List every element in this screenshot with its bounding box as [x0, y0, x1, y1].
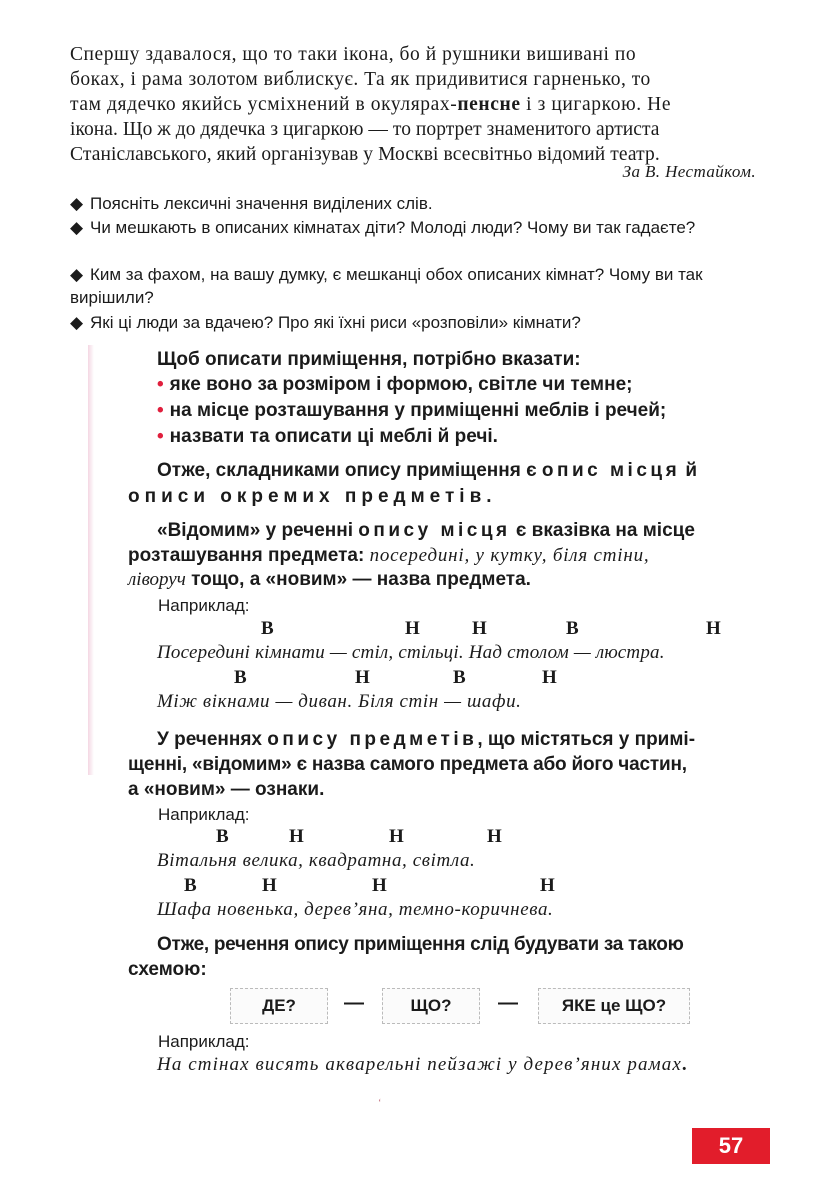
mark-n: Н: [389, 826, 404, 847]
place-rule-l3a: ліворуч: [128, 569, 186, 590]
scheme-box-what: [382, 988, 480, 1024]
page-number: 57: [718, 1133, 744, 1158]
object-rule-line-2: щенні, «відомим» є назва самого предмета або його частин,: [128, 754, 687, 775]
object-rule-line-1: [157, 729, 695, 751]
example2-sentence-2: Шафа новенька, дерев’яна, темно-коричнева.: [157, 899, 554, 920]
mark-n: Н: [706, 618, 721, 639]
question-2: [70, 216, 760, 239]
rule-side-bar: [88, 345, 94, 775]
scheme-box-where: [230, 988, 328, 1024]
red-bullet-icon: •: [157, 400, 164, 421]
intro-line-3-end: і з цигаркою. Не: [520, 94, 672, 115]
black-diamond-icon: ◆: [70, 218, 84, 237]
mark-n: Н: [355, 667, 370, 688]
question-1-text: Поясніть лексичні значення виділених слів.: [90, 194, 433, 213]
mark-n: Н: [540, 875, 555, 896]
summary1-line-2: [128, 486, 492, 508]
summary1-spaced1: опис місця: [541, 460, 681, 481]
mark-v: В: [234, 667, 247, 688]
example2-label: Наприклад:: [158, 805, 250, 824]
intro-line-2: боках, і рама золотом виблискує. Та як придивитися гарненько, то: [70, 69, 651, 90]
scheme-rule-line-2: схемою:: [128, 959, 207, 980]
object-rule-line-3: а «новим» — ознаки.: [128, 779, 325, 800]
black-diamond-icon: ◆: [70, 194, 84, 213]
red-bullet-icon: •: [157, 374, 164, 395]
rule-item-2-text: на місце розташування у приміщенні меблів і речей;: [169, 400, 667, 421]
black-diamond-icon: ◆: [70, 313, 84, 332]
intro-line-3: [70, 92, 758, 117]
red-bullet-icon: •: [157, 426, 164, 447]
rule-item-1: [157, 374, 632, 396]
place-rule-l2a: розташування предмета:: [128, 545, 370, 566]
example2-sentence-1: Вітальня велика, квадратна, світла.: [157, 850, 476, 871]
place-rule-line-1: [157, 520, 695, 542]
mark-v: В: [453, 667, 466, 688]
mark-v: В: [184, 875, 197, 896]
example1-label: Наприклад:: [158, 596, 250, 615]
example3-label: Наприклад:: [158, 1032, 250, 1051]
black-diamond-icon: ◆: [70, 265, 84, 284]
question-3: [70, 263, 760, 309]
example3-sentence: [157, 1054, 687, 1076]
mark-n: Н: [542, 667, 557, 688]
question-4: [70, 311, 760, 334]
scheme-separator: —: [498, 992, 518, 1014]
question-4-text: Які ці люди за вдачею? Про які їхні риси «розповіли» кімнати?: [90, 313, 581, 332]
scheme-box-which-what: [538, 988, 690, 1024]
example1-sentence-1: Посередині кімнати — стіл, стільці. Над столом — люстра.: [157, 642, 665, 663]
intro-paragraph: [70, 42, 758, 167]
intro-line-3-start: там дядечко якийсь усміхнений в окулярах-: [70, 94, 458, 115]
mark-n: Н: [289, 826, 304, 847]
mark-v: В: [216, 826, 229, 847]
example3-sentence-text: На стінах висять акварельні пейзажі у дерев’яних рамах: [157, 1054, 682, 1075]
mark-n: Н: [472, 618, 487, 639]
place-rule-line-3: [128, 569, 531, 591]
summary1-spaced2: описи окремих предметів: [128, 486, 487, 507]
place-rule-l2b: посередині, у кутку, біля стіни,: [369, 545, 650, 566]
example3-sentence-end: .: [681, 1054, 687, 1075]
intro-line-4: ікона. Що ж до дядечка з цигаркою — то портрет знаменитого артиста: [70, 119, 660, 140]
mark-n: Н: [405, 618, 420, 639]
example1-sentence-2: Між вікнами — диван. Біля стін — шафи.: [157, 691, 522, 712]
place-rule-l3b: тощо, а «новим» — назва предмета.: [185, 569, 531, 590]
mark-v: В: [566, 618, 579, 639]
place-rule-l1a: «Відомим» у реченні: [157, 520, 359, 541]
scheme-box-what-label: ЩО?: [410, 996, 452, 1015]
question-3-text: Ким за фахом, на вашу думку, є мешканці обох описаних кімнат? Чому ви так вирішили?: [70, 265, 703, 307]
highlighted-word-pensne: пенсне: [457, 94, 521, 115]
summary1-line-1: [157, 460, 697, 482]
rule-item-1-text: яке воно за розміром і формою, світле чи темне;: [169, 374, 633, 395]
summary1-part2: й: [680, 460, 698, 481]
mark-n: Н: [372, 875, 387, 896]
mark-n: Н: [487, 826, 502, 847]
page-number-badge: [692, 1128, 770, 1164]
rule-item-3-text: назвати та описати ці меблі й речі.: [169, 426, 498, 447]
rule-item-2: [157, 400, 666, 422]
mark-n: Н: [262, 875, 277, 896]
rule-heading: Щоб описати приміщення, потрібно вказати:: [157, 349, 581, 370]
rule-item-3: [157, 426, 498, 448]
place-rule-l1b: опису місця: [358, 520, 511, 541]
place-rule-l1c: є вказівка на місце: [510, 520, 695, 541]
question-1: [70, 192, 760, 215]
scheme-rule-line-1: Отже, речення опису приміщення слід будувати за такою: [157, 934, 684, 955]
summary1-part3: .: [486, 486, 492, 507]
attribution: За В. Нестайком.: [622, 162, 756, 181]
scan-mark: ʻ: [378, 1098, 382, 1109]
mark-v: В: [261, 618, 274, 639]
object-rule-l1b: опису предметів: [267, 729, 478, 750]
object-rule-l1c: , що містяться у примі-: [477, 729, 696, 750]
place-rule-line-2: [128, 545, 649, 567]
intro-line-1: Спершу здавалося, що то таки ікона, бо й рушники вишивані по: [70, 44, 637, 65]
object-rule-l1a: У реченнях: [157, 729, 268, 750]
scheme-box-which-what-label: ЯКЕ це ЩО?: [561, 996, 667, 1015]
scheme-separator: —: [344, 992, 364, 1014]
intro-line-5: Станіславського, який організував у Москві всесвітньо відомий театр.: [70, 144, 660, 165]
summary1-part1: Отже, складниками опису приміщення є: [157, 460, 542, 481]
scheme-box-where-label: ДЕ?: [262, 996, 296, 1015]
question-2-text: Чи мешкають в описаних кімнатах діти? Молоді люди? Чому ви так гадаєте?: [90, 218, 696, 237]
